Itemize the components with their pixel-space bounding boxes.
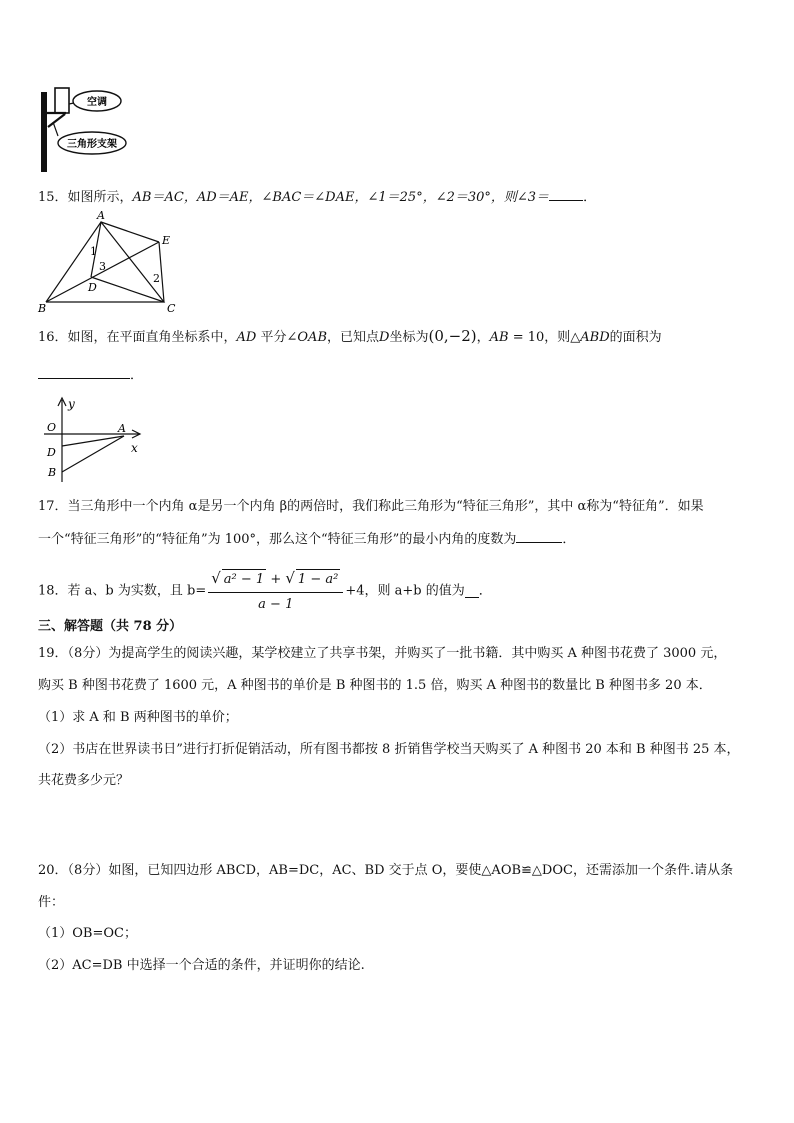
q17-answer-blank[interactable] bbox=[516, 530, 562, 543]
question-19-line-1: 19．（8分）为提高学生的阅读兴趣，某学校建立了共享书架，并购买了一批书籍．其中购买 A 种图书花费了 3000 元， bbox=[38, 646, 727, 661]
q15-prefix: 15．如图所示， bbox=[38, 190, 133, 205]
q18-denominator: a − 1 bbox=[258, 597, 294, 612]
question-20-option-1: （1）OB=OC； bbox=[38, 926, 137, 941]
q18-text-1: 18．若 a、b 为实数，且 b= bbox=[38, 583, 207, 599]
q16-ab-value: = 10 bbox=[508, 330, 545, 345]
question-19-line-5: 共花费多少元？ bbox=[38, 773, 130, 788]
question-19-part-1: （1）求 A 和 B 两种图书的单价； bbox=[38, 710, 238, 725]
ac-label: 空调 bbox=[87, 97, 107, 108]
q18-answer-blank[interactable] bbox=[465, 585, 479, 598]
question-19-line-2: 购买 B 种图书花费了 1600 元，A 种图书的单价是 B 种图书的 1.5 倍，购买 A 种图书的数量比 B 种图书多 20 本． bbox=[38, 678, 712, 693]
q16-axis-x: x bbox=[131, 441, 138, 455]
q18-sqrt-2: 1 − a² bbox=[296, 569, 340, 590]
air-conditioner-figure bbox=[36, 86, 136, 174]
ac-unit bbox=[55, 88, 69, 113]
q16-ab: AB bbox=[489, 330, 509, 345]
q15-angle-3: 3 bbox=[99, 260, 106, 273]
q16-text-7: 的面积为 bbox=[609, 330, 662, 345]
q16-label-a: A bbox=[118, 422, 126, 435]
q16-answer-blank[interactable] bbox=[38, 366, 130, 379]
q15-label-d: D bbox=[88, 281, 97, 294]
question-19-part-2: （2）书店在世界读书日”进行打折促销活动，所有图书都按 8 折销售学校当天购买了 A 种图书 20 本和 B 种图书 25 本， bbox=[38, 742, 740, 757]
question-20-line-1: 20．（8分）如图，已知四边形 ABCD，AB=DC，AC、BD 交于点 O，要使△AOB≌△DOC，还需添加一个条件.请从条 bbox=[38, 863, 734, 878]
question-15 bbox=[38, 188, 596, 207]
bracket-label: 三角形支架 bbox=[67, 139, 117, 150]
q16-label-b: B bbox=[48, 466, 57, 479]
q16-text-1: 16．如图，在平面直角坐标系中， bbox=[38, 330, 237, 345]
q15-label-b: B bbox=[38, 302, 47, 315]
question-20-line-2: 件： bbox=[38, 895, 65, 910]
q16-end: ． bbox=[130, 368, 144, 383]
q16-text-5: ， bbox=[476, 330, 490, 345]
q17-text: 一个“特征三角形”的“特征角”为 100°，那么这个“特征三角形”的最小内角的度数为 bbox=[38, 532, 517, 547]
q16-text-6: ，则△ bbox=[544, 330, 581, 345]
q16-point-d: D bbox=[379, 330, 390, 345]
q16-coordinate-figure bbox=[40, 394, 150, 484]
q16-label-d: D bbox=[47, 446, 56, 459]
q15-angle-1: 1 bbox=[90, 245, 97, 258]
q15-answer-blank[interactable] bbox=[549, 188, 583, 201]
q16-abd: ABD bbox=[580, 330, 610, 345]
q16-text-2: 平分 bbox=[256, 330, 287, 345]
q16-label-o: O bbox=[47, 421, 57, 434]
q18-fraction: $\frac{\text{√ a² − 1 + √ 1 − a²}}{a - 1}$ bbox=[208, 568, 343, 615]
q16-answer-line bbox=[38, 366, 143, 385]
q18-plus: + bbox=[266, 572, 286, 587]
section-3-title: 三、解答题（共 78 分） bbox=[38, 619, 183, 634]
q16-text-4: 坐标为 bbox=[389, 330, 429, 345]
question-20-option-2: （2）AC=DB 中选择一个合适的条件，并证明你的结论. bbox=[38, 958, 365, 973]
q15-label-e: E bbox=[162, 234, 171, 247]
q16-angle-oab: ∠OAB bbox=[286, 330, 327, 345]
question-17-line-1: 17．当三角形中一个内角 α是另一个内角 β的两倍时，我们称此三角形为“特征三角形”，其中 α称为“特征角”．如果 bbox=[38, 499, 704, 514]
question-16 bbox=[38, 327, 662, 347]
q16-ad: AD bbox=[236, 330, 257, 345]
q18-sqrt-1: a² − 1 bbox=[222, 569, 266, 590]
q17-end: ． bbox=[562, 532, 576, 547]
q18-text-2: +4，则 a+b 的值为 bbox=[345, 583, 465, 599]
question-17-line-2 bbox=[38, 530, 575, 549]
q15-triangle-figure bbox=[36, 210, 186, 316]
q15-angle-2: 2 bbox=[153, 272, 160, 285]
q18-end: ． bbox=[478, 583, 492, 599]
q15-end: ． bbox=[583, 190, 597, 205]
q15-label-a: A bbox=[97, 210, 105, 222]
q16-text-3: ，已知点 bbox=[327, 330, 380, 345]
q15-label-c: C bbox=[167, 302, 176, 315]
q16-axis-y: y bbox=[68, 397, 75, 411]
question-18 bbox=[38, 568, 492, 615]
q15-conditions: AB＝AC，AD＝AE，∠BAC＝∠DAE，∠1＝25°，∠2＝30°，则∠3＝ bbox=[132, 190, 550, 205]
wall-bar bbox=[41, 92, 47, 172]
q16-coords: (0,−2) bbox=[428, 327, 477, 345]
